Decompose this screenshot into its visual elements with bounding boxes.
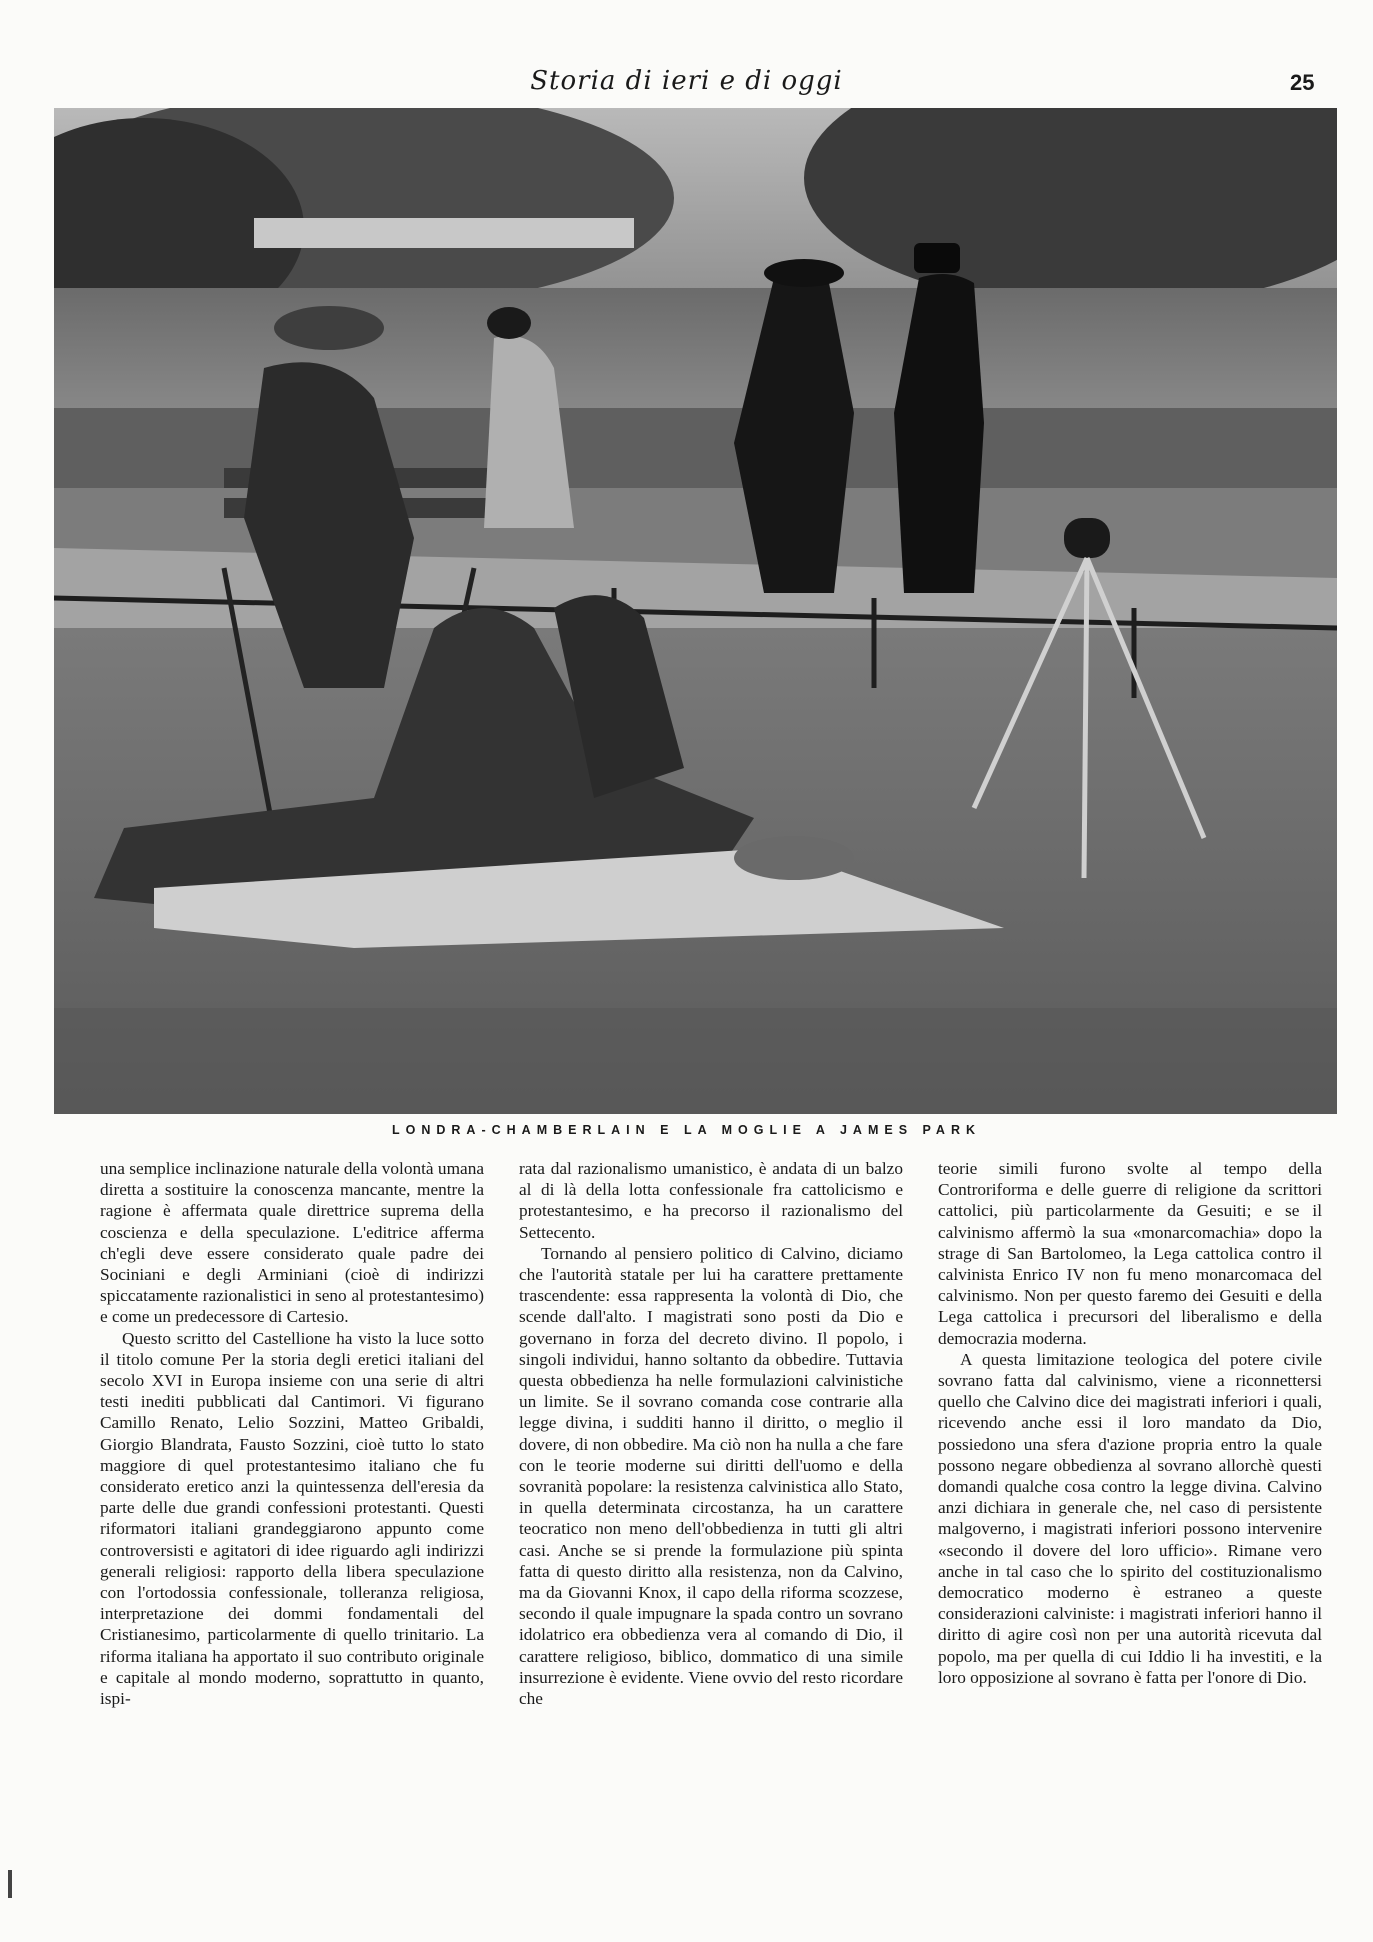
article-body [100, 1158, 1322, 1709]
running-header-title: Storia di ieri e di oggi [530, 66, 843, 96]
paragraph: una semplice inclinazione naturale della volontà umana diretta a sostituire la conoscenza mancante, mentre la ragione è affermata quale direttrice suprema della coscienza e della speculazione. L'editrice afferma ch'egli deve essere considerato quale padre dei Sociniani e degli Arminiani (cioè di indirizzi spiccatamente razionalistici in seno al protestantesimo) e come un predecessore di Cartesio. [100, 1159, 484, 1327]
text-column-2 [519, 1158, 903, 1709]
paragraph: teorie simili furono svolte al tempo della Controriforma e delle guerre di religione da scrittori cattolici, più particolarmente da Gesuiti; e se il calvinismo affermò la sua «monarcomachia» dopo la strage di San Bartolomeo, la Lega cattolica contro il calvinista Enrico IV non fu meno monarcomaca del calvinismo. Non per questo faremo dei Gesuiti e della Lega cattolica i precursori del liberalismo e della democrazia moderna. [938, 1159, 1322, 1348]
page-number: 25 [1290, 70, 1315, 95]
text-column-3 [938, 1158, 1322, 1709]
paragraph: rata dal razionalismo umanistico, è andata di un balzo al di là della lotta confessionale fra cattolicismo e protestantesimo, e ha precorso il razionalismo del Settecento. [519, 1159, 903, 1242]
text-column-1 [100, 1158, 484, 1709]
paragraph: Questo scritto del Castellione ha visto la luce sotto il titolo comune Per la storia degli eretici italiani del secolo XVI in Europa insieme con una serie di altri testi inediti pubblicati dal Cantimori. Vi figurano Camillo Renato, Lelio Sozzini, Matteo Gribaldi, Giorgio Blandrata, Fausto Sozzini, cioè tutto lo stato maggiore di quel protestantesimo italiano che fu considerato eretico anzi la quintessenza dell'eresia da parte delle due grandi confessioni protestanti. Questi riformatori italiani grandeggiarono appunto come controversisti e agitatori di idee riguardo agli indirizzi generali religiosi: rapporto della libera speculazione con l'ortodossia confessionale, tolleranza religiosa, interpretazione dei dommi fondamentali del Cristianesimo, particolarmente di quello trinitario. La riforma italiana ha apportato il suo contributo originale e capitale al mondo moderno, soprattutto in quanto, ispi- [100, 1328, 484, 1709]
paragraph: Tornando al pensiero politico di Calvino, diciamo che l'autorità statale per lui ha carattere prettamente trascendente: essa rappresenta la volontà di Dio, che scende dall'alto. I magistrati sono posti da Dio e governano in forza del decreto divino. Il popolo, i singoli individui, hanno soltanto da obbedire. Tuttavia questa obbedienza ha nelle formulazioni calvinistiche un limite. Se il sovrano comanda cose contrarie alla legge divina, i sudditi hanno il diritto, o meglio il dovere, di non obbedire. Ma ciò non ha nulla a che fare con le teorie moderne sui diritti dell'uomo e della sovranità popolare: la resistenza calvinistica allo Stato, in quella determinata circostanza, ha un carattere teocratico non meno dell'obbedienza in tutti gli altri casi. Anche se si prende la formulazione più spinta fatta di questo diritto alla resistenza, non da Calvino, ma da Giovanni Knox, il capo della riforma scozzese, secondo il quale impugnare la spada contro un sovrano idolatrico era obbedienza vera al comando di Dio, il carattere religioso, biblico, dommatico di una simile insurrezione è evidente. Viene ovvio del resto ricordare che [519, 1243, 903, 1709]
paragraph: A questa limitazione teologica del potere civile sovrano fatta dal calvinismo, viene a riconnettersi quello che Calvino dice dei magistrati inferiori i quali, ricevendo anche essi il loro mandato da Dio, possiedono una sfera d'azione propria entro la quale possono negare obbedienza al sovrano allorchè questi domandi qualche cosa contro la legge divina. Calvino anzi dichiara in generale che, nel caso di persistente malgoverno, i magistrati inferiori possono intervenire «secondo il dovere del loro ufficio». Rimane vero anche in tal caso che lo spirito del costituzionalismo democratico moderno è estraneo a queste considerazioni calviniste: i magistrati inferiori hanno il diritto di agire così non per una autorità ricevuta dal popolo, ma per quella di cui Iddio li ha investiti, e la loro opposizione al sovrano è fatta per l'onore di Dio. [938, 1349, 1322, 1687]
park-photograph [54, 108, 1337, 1114]
photo-caption: LONDRA-CHAMBERLAIN E LA MOGLIE A JAMES PARK [391, 1123, 981, 1137]
margin-mark [8, 1870, 12, 1898]
